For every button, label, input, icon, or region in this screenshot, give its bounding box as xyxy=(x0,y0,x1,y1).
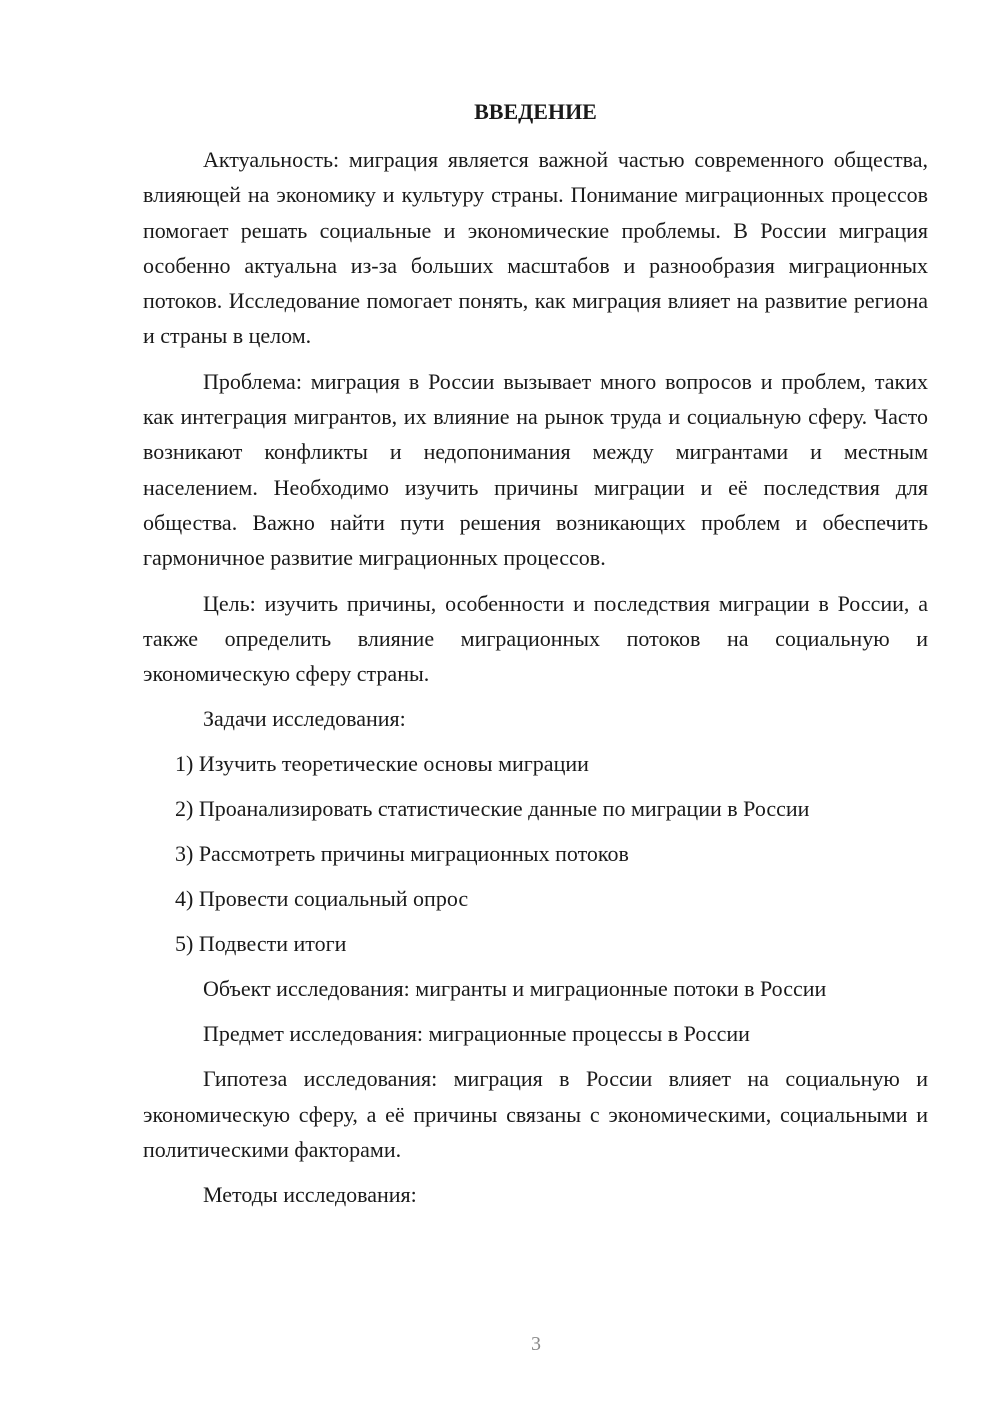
research-object: Объект исследования: мигранты и миграционные потоки в России xyxy=(203,976,827,1002)
hypothesis-paragraph: Гипотеза исследования: миграция в России влияет на социальную и экономическую сферу, а её причины связаны с экономическими, социальными и политическими факторами. xyxy=(143,1066,928,1163)
task-item: 1) Изучить теоретические основы миграции xyxy=(175,751,589,777)
section-heading: ВВЕДЕНИЕ xyxy=(474,99,597,124)
page-number: 3 xyxy=(531,1333,541,1355)
tasks-list xyxy=(143,746,928,961)
task-item: 4) Провести социальный опрос xyxy=(175,886,469,912)
document-page xyxy=(143,94,928,1222)
methods-label: Методы исследования: xyxy=(203,1182,417,1208)
goal-paragraph: Цель: изучить причины, особенности и последствия миграции в России, а также определить влияние миграционных потоков на социальную и экономическую сферу страны. xyxy=(143,590,928,687)
tasks-label: Задачи исследования: xyxy=(203,706,406,732)
task-item: 5) Подвести итоги xyxy=(175,931,347,957)
task-item: 2) Проанализировать статистические данные по миграции в России xyxy=(175,796,810,822)
relevance-paragraph: Актуальность: миграция является важной частью современного общества, влияющей на экономику и культуру страны. Понимание миграционных процессов помогает решать социальные и экономические проблемы. В России миграция особенно актуальна из-за больших масштабов и разнообразия миграционных потоков. Исследование помогает понять, как миграция влияет на развитие региона и страны в целом. xyxy=(143,147,928,349)
problem-paragraph: Проблема: миграция в России вызывает много вопросов и проблем, таких как интеграция мигрантов, их влияние на рынок труда и социальную сферу. Часто возникают конфликты и недопонимания между мигрантами и местным населением. Необходимо изучить причины миграции и её последствия для общества. Важно найти пути решения возникающих проблем и обеспечить гармоничное развитие миграционных процессов. xyxy=(143,368,928,571)
research-subject: Предмет исследования: миграционные процессы в России xyxy=(203,1021,750,1047)
task-item: 3) Рассмотреть причины миграционных потоков xyxy=(175,841,629,867)
